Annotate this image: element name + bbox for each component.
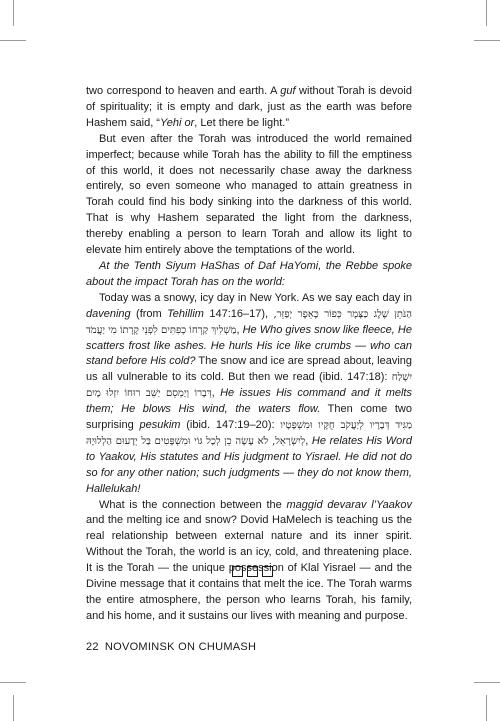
- hebrew-verse-1: הַנֹּתֵן שֶׁלֶג כַּצָּמֶר כְּפוֹר כָּאֵפֶר יְפַזֵּר, מַשְׁלִיךְ קַרְחוֹ כְפִתִּים לִפְנֵי קָרָתוֹ מִי יַעֲמֹד: [86, 308, 412, 336]
- section-divider-ornament: [232, 566, 273, 577]
- paragraph-2: But even after the Torah was introduced the world remained imperfect; because while Torah has the ability to fill the emptiness of this world, it does not necessarily chase away the darkness entirely, so even someone who managed to attain greatness in Torah could find his body sinking into the darkness of this world. That is why Hashem separated the light from the darkness, thereby enabling a person to learn Torah and allow its light to elevate him entirely above the temptations of the world.: [86, 132, 412, 257]
- page-footer: [86, 641, 262, 653]
- crop-mark: [0, 682, 26, 683]
- crop-mark: [0, 40, 26, 41]
- paragraph-connection: What is the connection between the maggid devarav l’Yaakov and the melting ice and snow? Dovid HaMelech is teaching us the real relationship between external nature and its inner spirit. Without the Torah, the world is an icy, cold, and threatening place. It is the Torah — the unique possession of Klal Yisrael — and the Divine message that it contains that melt the ice. The Torah warms the entire atmosphere, the person who learns Torah, his family, and his home, and it sustains our lives with meaning and purpose.: [86, 498, 412, 622]
- crop-mark: [474, 40, 500, 41]
- paragraph-snow: Today was a snowy, icy day in New York. As we say each day in davening (from Tehillim 147:16–17), הַנֹּתֵן שֶׁלֶג כַּצָּמֶר כְּפוֹר כָּאֵפֶר יְפַזֵּר, מַשְׁלִיךְ קַרְחוֹ כְפִתִּים לִפְנֵי קָרָתוֹ מִי יַעֲמֹד, He Who gives snow like fleece, He scatters frost like ashes. He hurls His ice like crumbs — who can stand before His cold? The snow and ice are spread about, leaving us all vulnerable to its cold. But then we read (ibid. 147:18): יִשְׁלַח דְּבָרוֹ וְיַמְסֵם יַשֵּׁב רוּחוֹ יִזְלוּ מָיִם, He issues His command and it melts them; He blows His wind, the waters flow. Then come two surprising pesukim (ibid. 147:19–20): מַגִּיד דְּבָרָיו לְיַעֲקֹב חֻקָּיו וּמִשְׁפָּטָיו לְיִשְׂרָאֵל, לֹא עָשָׂה כֵן לְכָל גּוֹי וּמִשְׁפָּטִים בַּל יְדָעוּם הַלְלוּיָהּ, He relates His Word to Yaakov, His statutes and His judgment to Yisrael. He did not do so for any other nation; such judgments — they do not know them, Hallelukah!: [86, 291, 412, 495]
- crop-mark: [486, 695, 487, 721]
- square-icon: [247, 566, 258, 577]
- hebrew-verse-3: מַגִּיד דְּבָרָיו לְיַעֲקֹב חֻקָּיו וּמִשְׁפָּטָיו לְיִשְׂרָאֵל, לֹא עָשָׂה כֵן לְכָל גּוֹי וּמִשְׁפָּטִים בַּל יְדָעוּם הַלְלוּיָהּ: [86, 420, 412, 447]
- body-text: [86, 84, 412, 625]
- crop-mark: [474, 682, 500, 683]
- running-title: NOVOMINSK ON CHUMASH: [104, 641, 257, 653]
- crop-mark: [13, 695, 14, 721]
- crop-mark: [486, 0, 487, 26]
- page-number: 22: [86, 641, 99, 653]
- paragraph-1: two correspond to heaven and earth. A guf without Torah is devoid of spirituality; it is empty and dark, just as the earth was before Hashem said, “Yehi or, Let there be light.”: [86, 85, 412, 129]
- hebrew-verse-2: יִשְׁלַח דְּבָרוֹ וְיַמְסֵם יַשֵּׁב רוּחוֹ יִזְלוּ מָיִם: [86, 372, 412, 400]
- square-icon: [262, 566, 273, 577]
- rebbe-intro: At the Tenth Siyum HaShas of Daf HaYomi, the Rebbe spoke about the impact Torah has on the world:: [86, 259, 412, 288]
- square-icon: [232, 566, 243, 577]
- crop-mark: [13, 0, 14, 26]
